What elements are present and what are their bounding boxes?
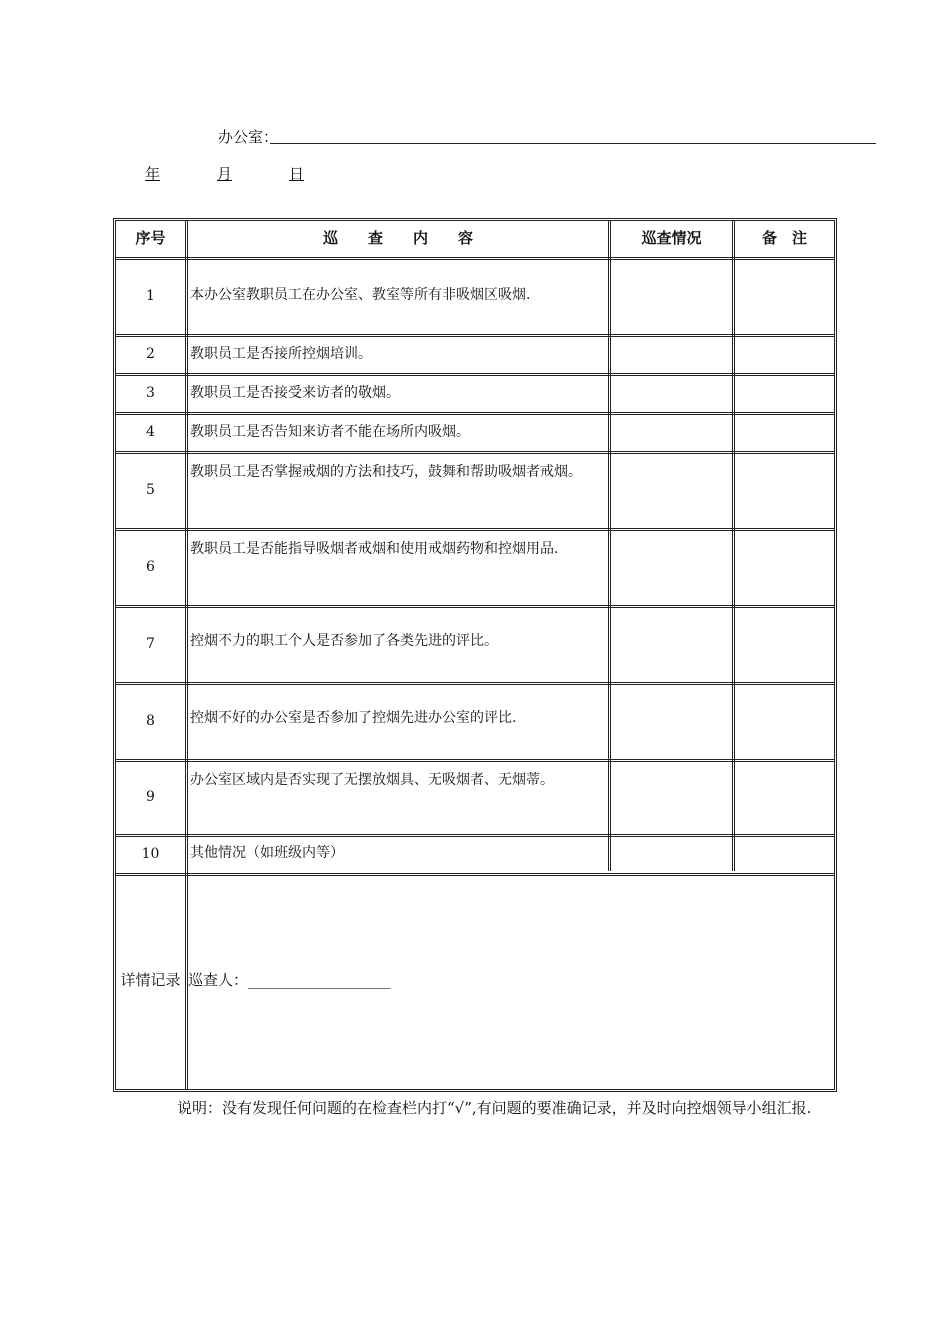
date-line — [145, 163, 304, 184]
row-content: 教职员工是否接所控烟培训。 — [190, 346, 372, 362]
row-content: 教职员工是否告知来访者不能在场所内吸烟。 — [190, 424, 470, 440]
row-content: 教职员工是否能指导吸烟者戒烟和使用戒烟药物和控烟用品. — [190, 541, 559, 557]
row-number: 6 — [146, 559, 155, 575]
row-content: 其他情况（如班级内等） — [190, 845, 344, 861]
col-divider-2 — [608, 221, 611, 871]
row-content: 办公室区域内是否实现了无摆放烟具、无吸烟者、无烟蒂。 — [190, 772, 554, 788]
office-underline — [270, 143, 876, 144]
row-number: 9 — [146, 789, 155, 805]
footer-note: 说明：没有发现任何问题的在检查栏内打“√”,有问题的要准确记录，并及时向控烟领导小组汇报. — [177, 1099, 812, 1117]
row-content: 教职员工是否掌握戒烟的方法和技巧，鼓舞和帮助吸烟者戒烟。 — [190, 464, 582, 480]
row-content: 本办公室教职员工在办公室、教室等所有非吸烟区吸烟. — [190, 287, 531, 303]
row-number: 1 — [146, 288, 155, 304]
row-number: 8 — [146, 713, 155, 729]
row-number: 5 — [146, 482, 155, 498]
row-content: 控烟不力的职工个人是否参加了各类先进的评比。 — [190, 633, 498, 649]
inspector-field: 巡查人：___________________ — [188, 971, 391, 989]
col-divider-3 — [732, 221, 735, 871]
office-label: 办公室： — [218, 128, 279, 146]
row-content: 教职员工是否接受来访者的敬烟。 — [190, 385, 400, 401]
date-month: 月 — [217, 165, 233, 183]
row-number: 4 — [146, 424, 155, 440]
inspection-table — [113, 218, 837, 1092]
row-number: 3 — [146, 385, 155, 401]
date-year: 年 — [145, 165, 161, 183]
header-no: 序号 — [135, 229, 166, 247]
row-content: 控烟不好的办公室是否参加了控烟先进办公室的评比. — [190, 710, 517, 726]
date-day: 日 — [289, 165, 305, 183]
row-number: 7 — [146, 636, 155, 652]
row-number: 2 — [146, 346, 155, 362]
header-content: 巡 查 内 容 — [322, 229, 473, 247]
header-status: 巡查情况 — [641, 229, 702, 247]
detail-record-label: 详情记录 — [120, 971, 181, 989]
row-number: 10 — [141, 846, 160, 862]
header-remarks: 备 注 — [761, 229, 807, 247]
